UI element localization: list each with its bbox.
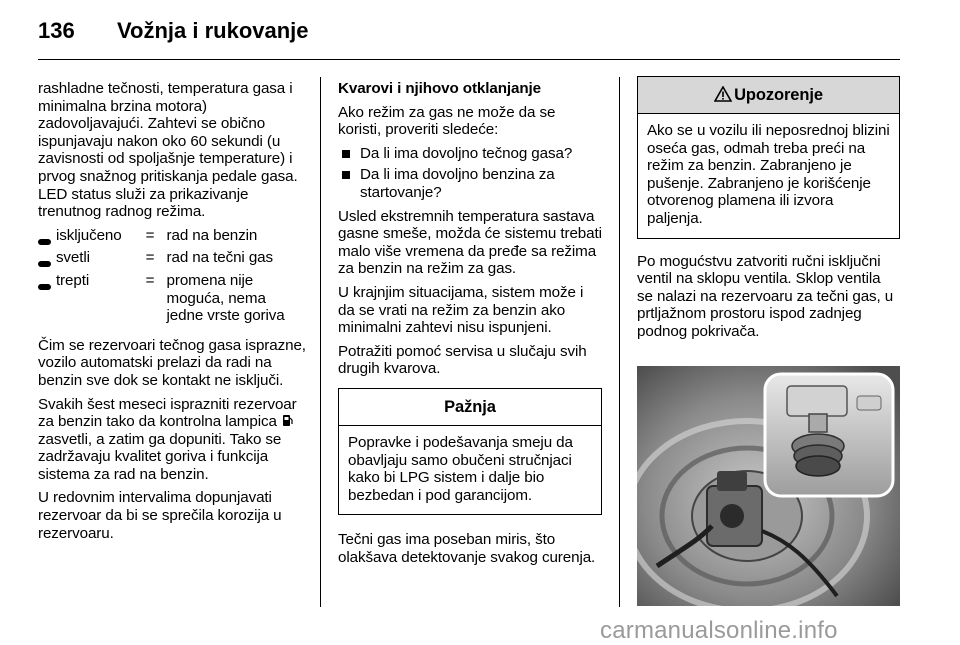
status-equals: = [145,226,155,244]
status-row [38,249,306,272]
col1-paragraph-3-start: Svakih šest meseci isprazniti rezervoar za benzin tako da kontrolna lampica [38,395,297,431]
watermark: carmanualsonline.info [600,617,838,644]
bullet-square-icon [342,171,350,179]
col1-paragraph-1: rashladne tečnosti, temperatura gasa i minimalna brzina motora) zadovoljavajući. Zahtevi se obično ispunjavaju nakon oko 60 sekundi (u zavisnosti od spoljašnje temperature) i prvog snažnog pritiskanja pedale gasa. LED status služi za prikazivanje trenutnog radnog režima. [38,80,298,221]
header-divider [38,59,900,60]
valve-illustration [637,366,900,606]
col1-paragraph-4: U redovnim intervalima dopunjavati rezervoar da bi se sprečila korozija u rezervoaru. [38,489,282,542]
warning-header [638,77,899,114]
warning-triangle-icon [714,86,732,102]
list-item: Da li ima dovoljno benzina za startovanje? [338,166,602,201]
column-2 [338,80,602,572]
warning-title: Upozorenje [734,86,823,104]
column-divider-2 [619,77,620,607]
troubleshooting-heading: Kvarovi i njihovo otklanjanje [338,80,542,97]
col2-paragraph-1: Usled ekstremnih temperatura sastava gasne smeše, možda će sistemu trebati malo više vremena da pređe sa režima za benzin na režim za gas. [338,207,602,278]
lpg-control-lamp-icon [282,414,293,428]
led-status-table [38,227,306,325]
page-title: Vožnja i rukovanje [117,18,309,43]
col2-paragraph-2: U krajnjim situacijama, sistem može i da se vrati na režim za benzin ako minimalni zahtevi nisu ispunjeni. [338,283,584,337]
warning-box [637,76,900,239]
notice-box [338,388,602,515]
valve-assembly-photo [637,366,900,606]
col2-intro: Ako režim za gas ne može da se koristi, proveriti sledeće: [338,103,556,139]
bullet-square-icon [342,150,350,158]
status-row [38,272,306,325]
led-indicator-icon [38,284,51,290]
status-equals: = [145,271,155,289]
status-value: rad na benzin [166,226,258,244]
column-3 [637,76,900,347]
status-value: rad na tečni gas [166,249,274,267]
status-label: svetli [55,249,90,267]
list-item: Da li ima dovoljno tečnog gasa? [338,145,602,163]
col1-paragraph-3 [38,396,306,484]
notice-title: Pažnja [339,389,601,426]
status-label: isključeno [55,226,122,244]
status-row [38,227,306,250]
led-indicator-icon [38,239,51,245]
column-divider-1 [320,77,321,607]
status-value: promena nije moguća, nema jedne vrste goriva [166,271,285,325]
page-number: 136 [38,18,75,43]
status-label: trepti [55,271,90,289]
warning-text: Ako se u vozilu ili neposrednoj blizini oseća gas, odmah treba preći na režim za benzin. Zabranjeno je pušenje. Zabranjeno je korišćenje otvorenog plamena ili izvora paljenja. [647,122,890,227]
col1-paragraph-2: Čim se rezervoari tečnog gasa isprazne, vozilo automatski prelazi da radi na benzin sve dok se kontakt ne isključi. [38,336,306,389]
led-indicator-icon [38,261,51,267]
column-1 [38,80,306,548]
status-equals: = [145,249,155,267]
notice-text: Popravke i podešavanja smeju da obavljaju samo obučeni stručnjaci kako bi LPG sistem i dalje bio bezbedan i pod garancijom. [348,433,573,504]
col2-paragraph-3: Potražiti pomoć servisa u slučaju svih drugih kvarova. [338,342,587,378]
col1-paragraph-3-end: zasvetli, a zatim ga dopuniti. Tako se zadržavaju kvalitet goriva i funkcija sistema za rad na benzin. [38,430,282,483]
col3-paragraph-1: Po mogućstvu zatvoriti ručni isključni ventil na sklopu ventila. Sklop ventila se nalazi na rezervoaru za tečni gas, u prtljažnom prostoru ispod zadnjeg podnog pokrivača. [637,252,894,340]
col2-paragraph-4: Tečni gas ima poseban miris, što olakšava detektovanje svakog curenja. [338,531,596,566]
checklist [338,145,602,202]
